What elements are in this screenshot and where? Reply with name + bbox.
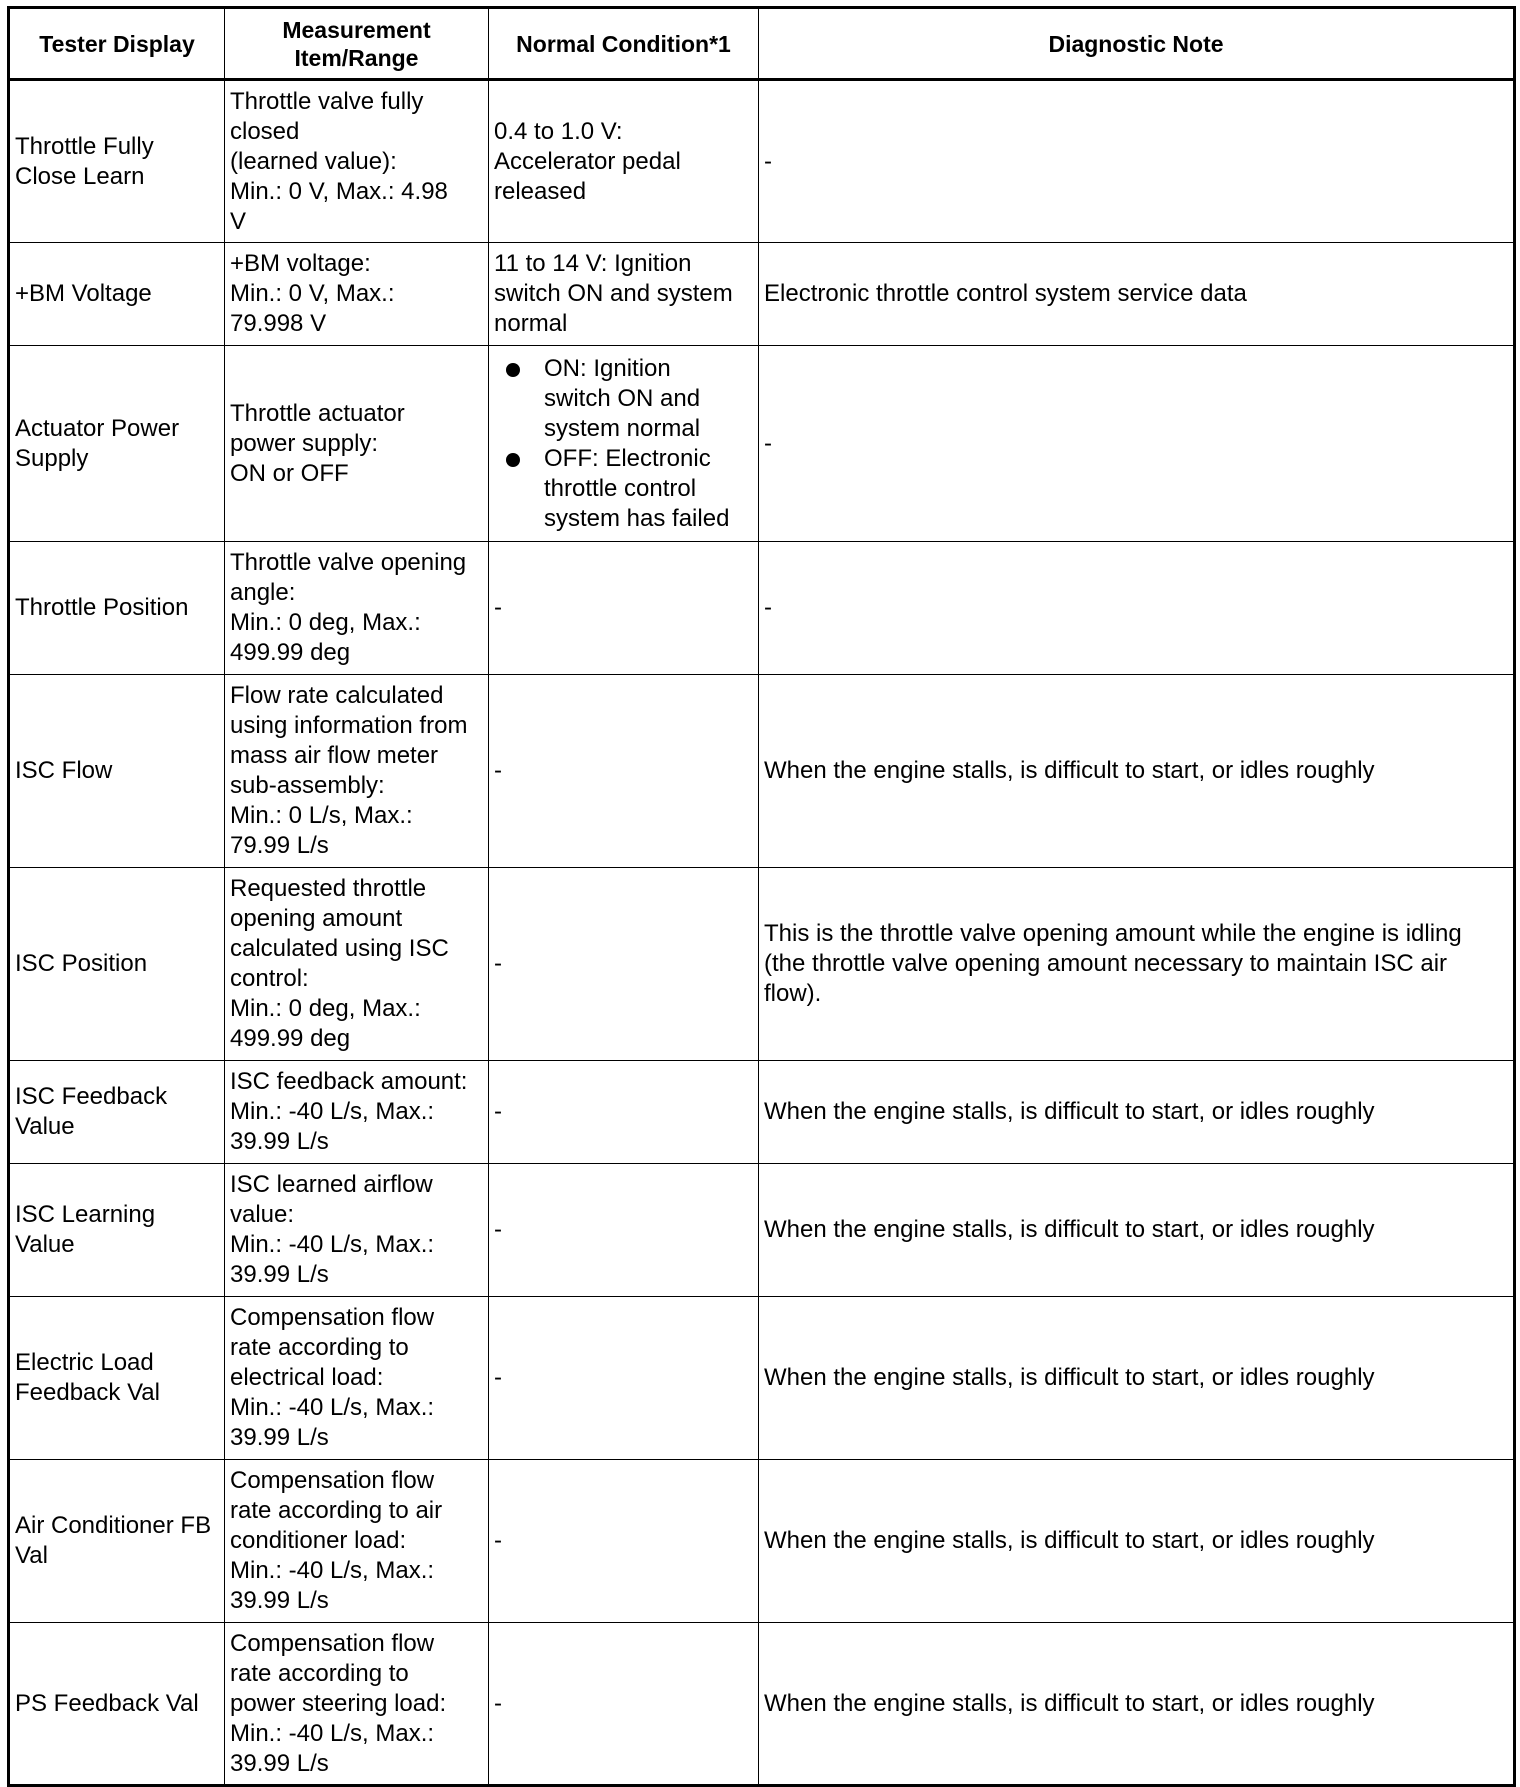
cell-measurement: Requested throttle opening amount calculated using ISC control: Min.: 0 deg, Max.: 499.99 deg	[225, 868, 489, 1061]
header-diagnostic-note: Diagnostic Note	[759, 8, 1515, 80]
table-row	[9, 80, 1515, 243]
cell-diagnostic-note: Electronic throttle control system service data	[759, 243, 1515, 346]
cell-measurement: ISC learned airflow value: Min.: -40 L/s, Max.: 39.99 L/s	[225, 1164, 489, 1297]
cell-measurement: Compensation flow rate according to electrical load: Min.: -40 L/s, Max.: 39.99 L/s	[225, 1297, 489, 1460]
cell-tester-display: Throttle Position	[9, 542, 225, 675]
cell-normal-condition: -	[489, 1460, 759, 1623]
condition-text: ON: Ignition switch ON and system normal	[544, 354, 701, 442]
cell-normal-condition: -	[489, 1061, 759, 1164]
table-row	[9, 868, 1515, 1061]
cell-diagnostic-note: When the engine stalls, is difficult to start, or idles roughly	[759, 1164, 1515, 1297]
cell-tester-display: ISC Learning Value	[9, 1164, 225, 1297]
list-item	[502, 444, 753, 534]
cell-diagnostic-note: When the engine stalls, is difficult to start, or idles roughly	[759, 675, 1515, 868]
table-row	[9, 1460, 1515, 1623]
cell-tester-display: Throttle Fully Close Learn	[9, 80, 225, 243]
table-header-row	[9, 8, 1515, 80]
cell-measurement: Compensation flow rate according to power steering load: Min.: -40 L/s, Max.: 39.99 L/s	[225, 1623, 489, 1786]
header-normal-condition: Normal Condition*1	[489, 8, 759, 80]
cell-normal-condition: -	[489, 1164, 759, 1297]
table-row	[9, 1297, 1515, 1460]
cell-normal-condition	[489, 346, 759, 542]
condition-bullet-list	[494, 354, 753, 534]
table-row	[9, 1061, 1515, 1164]
bullet-icon	[506, 363, 520, 377]
table-row	[9, 243, 1515, 346]
table-row	[9, 542, 1515, 675]
cell-normal-condition: 11 to 14 V: Ignition switch ON and system normal	[489, 243, 759, 346]
cell-tester-display: Air Conditioner FB Val	[9, 1460, 225, 1623]
table-row	[9, 675, 1515, 868]
cell-normal-condition: -	[489, 1297, 759, 1460]
cell-measurement: Flow rate calculated using information from mass air flow meter sub-assembly: Min.: 0 L/s, Max.: 79.99 L/s	[225, 675, 489, 868]
cell-diagnostic-note: When the engine stalls, is difficult to start, or idles roughly	[759, 1297, 1515, 1460]
table-row	[9, 346, 1515, 542]
cell-normal-condition: 0.4 to 1.0 V: Accelerator pedal released	[489, 80, 759, 243]
cell-diagnostic-note: -	[759, 542, 1515, 675]
table-row	[9, 1623, 1515, 1786]
cell-measurement: Throttle valve opening angle: Min.: 0 deg, Max.: 499.99 deg	[225, 542, 489, 675]
cell-diagnostic-note: When the engine stalls, is difficult to start, or idles roughly	[759, 1623, 1515, 1786]
cell-diagnostic-note: When the engine stalls, is difficult to start, or idles roughly	[759, 1460, 1515, 1623]
cell-tester-display: PS Feedback Val	[9, 1623, 225, 1786]
cell-measurement: Compensation flow rate according to air conditioner load: Min.: -40 L/s, Max.: 39.99 L/s	[225, 1460, 489, 1623]
cell-diagnostic-note: This is the throttle valve opening amount while the engine is idling (the throttle valve opening amount necessary to maintain ISC air flow).	[759, 868, 1515, 1061]
cell-measurement: Throttle actuator power supply: ON or OFF	[225, 346, 489, 542]
cell-measurement: ISC feedback amount: Min.: -40 L/s, Max.: 39.99 L/s	[225, 1061, 489, 1164]
cell-tester-display: ISC Position	[9, 868, 225, 1061]
cell-diagnostic-note: -	[759, 80, 1515, 243]
cell-normal-condition: -	[489, 675, 759, 868]
condition-text: OFF: Electronic throttle control system has failed	[544, 444, 730, 532]
cell-tester-display: ISC Feedback Value	[9, 1061, 225, 1164]
cell-normal-condition: -	[489, 1623, 759, 1786]
table-row	[9, 1164, 1515, 1297]
cell-diagnostic-note: -	[759, 346, 1515, 542]
cell-measurement: +BM voltage: Min.: 0 V, Max.: 79.998 V	[225, 243, 489, 346]
bullet-icon	[506, 453, 520, 467]
data-list-table	[7, 6, 1516, 1787]
cell-tester-display: Electric Load Feedback Val	[9, 1297, 225, 1460]
cell-tester-display: +BM Voltage	[9, 243, 225, 346]
cell-tester-display: ISC Flow	[9, 675, 225, 868]
cell-measurement: Throttle valve fully closed (learned value): Min.: 0 V, Max.: 4.98 V	[225, 80, 489, 243]
list-item	[502, 354, 753, 444]
cell-normal-condition: -	[489, 542, 759, 675]
cell-tester-display: Actuator Power Supply	[9, 346, 225, 542]
cell-normal-condition: -	[489, 868, 759, 1061]
cell-diagnostic-note: When the engine stalls, is difficult to start, or idles roughly	[759, 1061, 1515, 1164]
header-measurement: Measurement Item/Range	[225, 8, 489, 80]
header-tester-display: Tester Display	[9, 8, 225, 80]
